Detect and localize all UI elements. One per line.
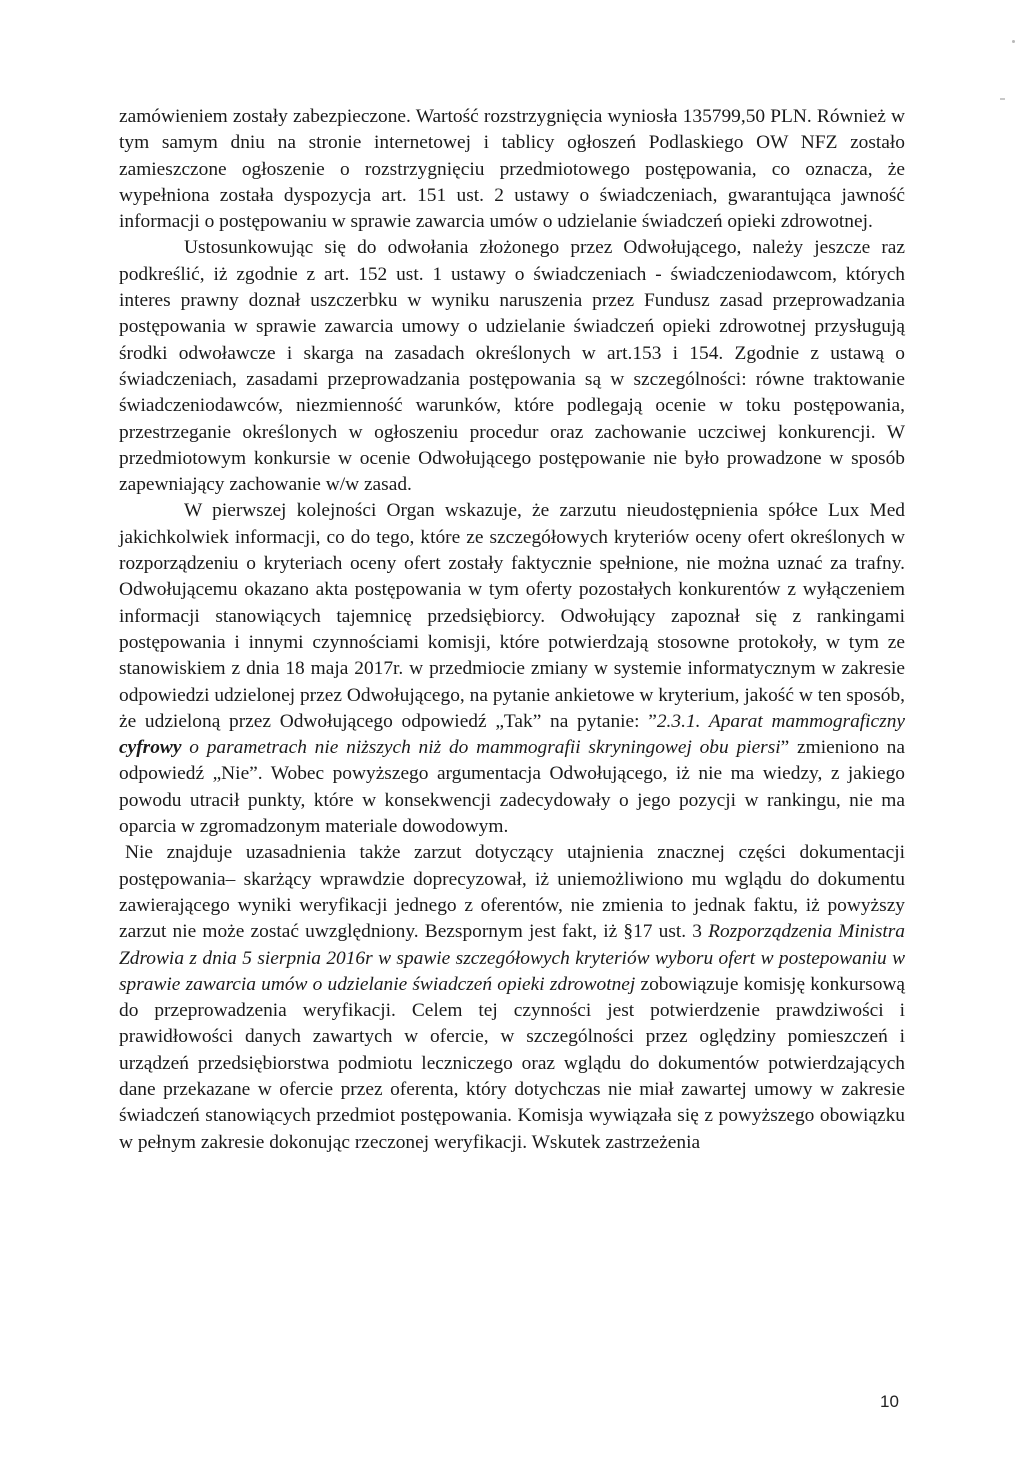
regulation-title-italic: Rozporządzenia Ministra Zdrowia z dnia 5 sierpnia 2016r w spawie szczegółowych kryteriów wyboru ofert w postepowaniu w sprawie zawarcia umów o udzielanie świadczeń opieki zdrowotnej [119, 921, 905, 995]
quoted-criterion-italic-1: 2.3.1. Aparat mammograficzny [656, 710, 906, 732]
document-body [119, 104, 905, 1156]
scan-mark [1000, 98, 1005, 100]
paragraph-3-text-a: W pierwszej kolejności Organ wskazuje, że zarzutu nieudostępnienia spółce Lux Med jakichkolwiek informacji, co do tego, które ze szczegółowych kryteriów oceny ofert określonych w rozporządzeniu o kryteriach oceny ofert zostały faktycznie spełnione, nie można uznać za trafny. Odwołującemu okazano akta postępowania w tym oferty pozostałych konkurentów z wyłączeniem informacji stanowiących tajemnicę przedsiębiorcy. Odwołujący zapoznał się z rankingami postępowania i innymi czynnościami komisji, które potwierdzają stosowne protokoły, w tym ze stanowiskiem z dnia 18 maja 2017r. w przedmiocie zmiany w systemie informatycznym w zakresie odpowiedzi udzielonej przez Odwołującego, na pytanie ankietowe w kryterium, jakość w ten sposób, że udzieloną przez Odwołującego odpowiedź „Tak” na pytanie: ” [119, 500, 905, 732]
paragraph-3 [119, 498, 905, 840]
quoted-criterion-italic-2: o parametrach nie niższych niż do mammografii skryningowej obu piersi [181, 737, 781, 759]
paragraph-3-text-b: ” zmieniono na odpowiedź „Nie”. Wobec powyższego argumentacja Odwołującego, iż nie ma wiedzy, z jakiego powodu utracił punkty, które w konsekwencji zadecydowały o jego pozycji w rankingu, nie ma oparcia w zgromadzonym materiale dowodowym. [119, 737, 905, 838]
paragraph-1-text: zamówieniem zostały zabezpieczone. Wartość rozstrzygnięcia wyniosła 135799,50 PLN. Również w tym samym dniu na stronie internetowej i tablicy ogłoszeń Podlaskiego OW NFZ zostało zamieszczone ogłoszenie o rozstrzygnięciu przedmiotowego postępowania, co oznacza, że wypełniona została dyspozycja art. 151 ust. 2 ustawy o świadczeniach, gwarantująca jawność informacji o postępowaniu w sprawie zawarcia umów o udzielanie świadczeń opieki zdrowotnej. [119, 106, 905, 233]
paragraph-2 [119, 235, 905, 498]
quoted-criterion-bold: cyfrowy [119, 737, 182, 759]
paragraph-4 [119, 840, 905, 1156]
paragraph-4-text-b: zobowiązuje komisję konkursową do przeprowadzenia weryfikacji. Celem tej czynności jest potwierdzenie prawdziwości i prawidłowości danych zawartych w ofercie, w szczególności przez oględziny pomieszczeń i urządzeń przedsiębiorstwa podmiotu leczniczego oraz wglądu do dokumentów potwierdzających dane przekazane w ofercie przez oferenta, który dotychczas nie miał zawartej umowy w zakresie świadczeń stanowiących przedmiot postępowania. Komisja wywiązała się z powyższego obowiązku w pełnym zakresie dokonując rzeczonej weryfikacji. Wskutek zastrzeżenia [119, 973, 906, 1153]
paragraph-2-text: Ustosunkowując się do odwołania złożonego przez Odwołującego, należy jeszcze raz podkreślić, iż zgodnie z art. 152 ust. 1 ustawy o świadczeniach - świadczeniodawcom, których interes prawny doznał uszczerbku w wyniku naruszenia przez Fundusz zasad przeprowadzania postępowania w sprawie zawarcia umowy o udzielanie świadczeń opieki zdrowotnej przysługują środki odwoławcze i skarga na zasadach określonych w art.153 i 154. Zgodnie z ustawą o świadczeniach, zasadami przeprowadzania postępowania są w szczególności: równe traktowanie świadczeniodawców, niezmienność warunków, które podlegają ocenie w toku postępowania, przestrzeganie określonych w ogłoszeniu procedur oraz zachowanie uczciwej konkurencji. W przedmiotowym konkursie w ocenie Odwołującego postępowanie nie było prowadzone w sposób zapewniający zachowanie w/w zasad. [119, 237, 905, 496]
paragraph-4-text-a: Nie znajduje uzasadnienia także zarzut dotyczący utajnienia znacznej części dokumentacji postępowania– skarżący wprawdzie doprecyzował, iż uniemożliwiono mu wglądu do dokumentu zawierającego wyniki weryfikacji jednego z oferentów, nie zmienia to jednak faktu, iż powyższy zarzut nie może zostać uwzględniony. Bezspornym jest fakt, iż §17 ust. 3 [119, 842, 905, 943]
paragraph-1 [119, 104, 905, 235]
scan-speck [1012, 40, 1015, 43]
page-number: 10 [880, 1392, 899, 1411]
